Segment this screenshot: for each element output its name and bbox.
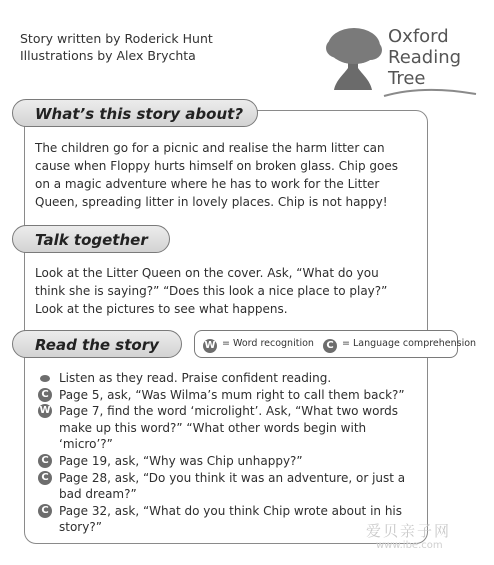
word-recognition-label: = Word recognition <box>222 338 314 349</box>
step-text: Page 5, ask, “Was Wilma’s mum right to call them back?” <box>59 387 405 402</box>
list-item <box>38 470 418 503</box>
step-text: Listen as they read. Praise confident reading. <box>59 371 332 385</box>
step-text: Page 32, ask, “What do you think Chip wrote about in his story?” <box>59 503 403 535</box>
word-recognition-badge: W <box>39 405 51 417</box>
reading-steps-list <box>38 370 418 536</box>
logo-word-reading: Reading <box>388 47 462 68</box>
step-text: Page 7, find the word ‘microlight’. Ask, “What two words make up this word?” “What other words begin with ‘micro’?” <box>59 404 399 452</box>
tree-icon <box>322 24 388 90</box>
logo-swoosh <box>382 88 478 98</box>
watermark-text: 爱贝亲子网 <box>366 522 452 540</box>
step-text: Page 19, ask, “Why was Chip unhappy?” <box>59 453 303 468</box>
credits <box>20 30 213 64</box>
comprehension-badge: C <box>38 454 52 468</box>
section-heading-read: Read the story <box>12 330 182 358</box>
list-item <box>38 387 418 404</box>
logo-wordmark <box>388 26 461 89</box>
language-comprehension-badge: C <box>323 339 337 353</box>
about-paragraph: The children go for a picnic and realise the harm litter can cause when Floppy hurts himself on broken glass. Chip goes on a magic adventure where he has to work for the Litter Queen, spreading litter in lovely places. Chip is not happy! <box>35 141 399 209</box>
bullet-icon <box>40 375 50 382</box>
section-heading-about: What’s this story about? <box>12 99 258 127</box>
author-credit: Story written by Roderick Hunt <box>20 31 213 46</box>
illustrator-credit: Illustrations by Alex Brychta <box>20 48 196 63</box>
list-item <box>38 403 418 453</box>
list-item <box>38 503 418 536</box>
language-comprehension-label: = Language comprehension <box>342 338 477 349</box>
oxford-reading-tree-logo <box>322 22 482 94</box>
logo-word-tree: Tree <box>388 68 426 89</box>
badge-legend <box>194 330 477 358</box>
logo-word-oxford: Oxford <box>388 26 449 47</box>
list-item <box>38 453 418 470</box>
comprehension-badge: C <box>38 471 52 485</box>
comprehension-badge: C <box>38 504 52 518</box>
watermark-url: www.ibe.com <box>376 540 443 551</box>
step-text: Page 28, ask, “Do you think it was an adventure, or just a bad dream?” <box>59 470 406 502</box>
section-heading-talk: Talk together <box>12 225 170 253</box>
list-item <box>38 370 418 387</box>
comprehension-badge: C <box>38 388 52 402</box>
talk-paragraph: Look at the Litter Queen on the cover. Ask, “What do you think she is saying?” “Does this look a nice place to play?” Look at the pictures to see what happens. <box>35 266 388 316</box>
word-recognition-badge: W <box>204 340 216 351</box>
